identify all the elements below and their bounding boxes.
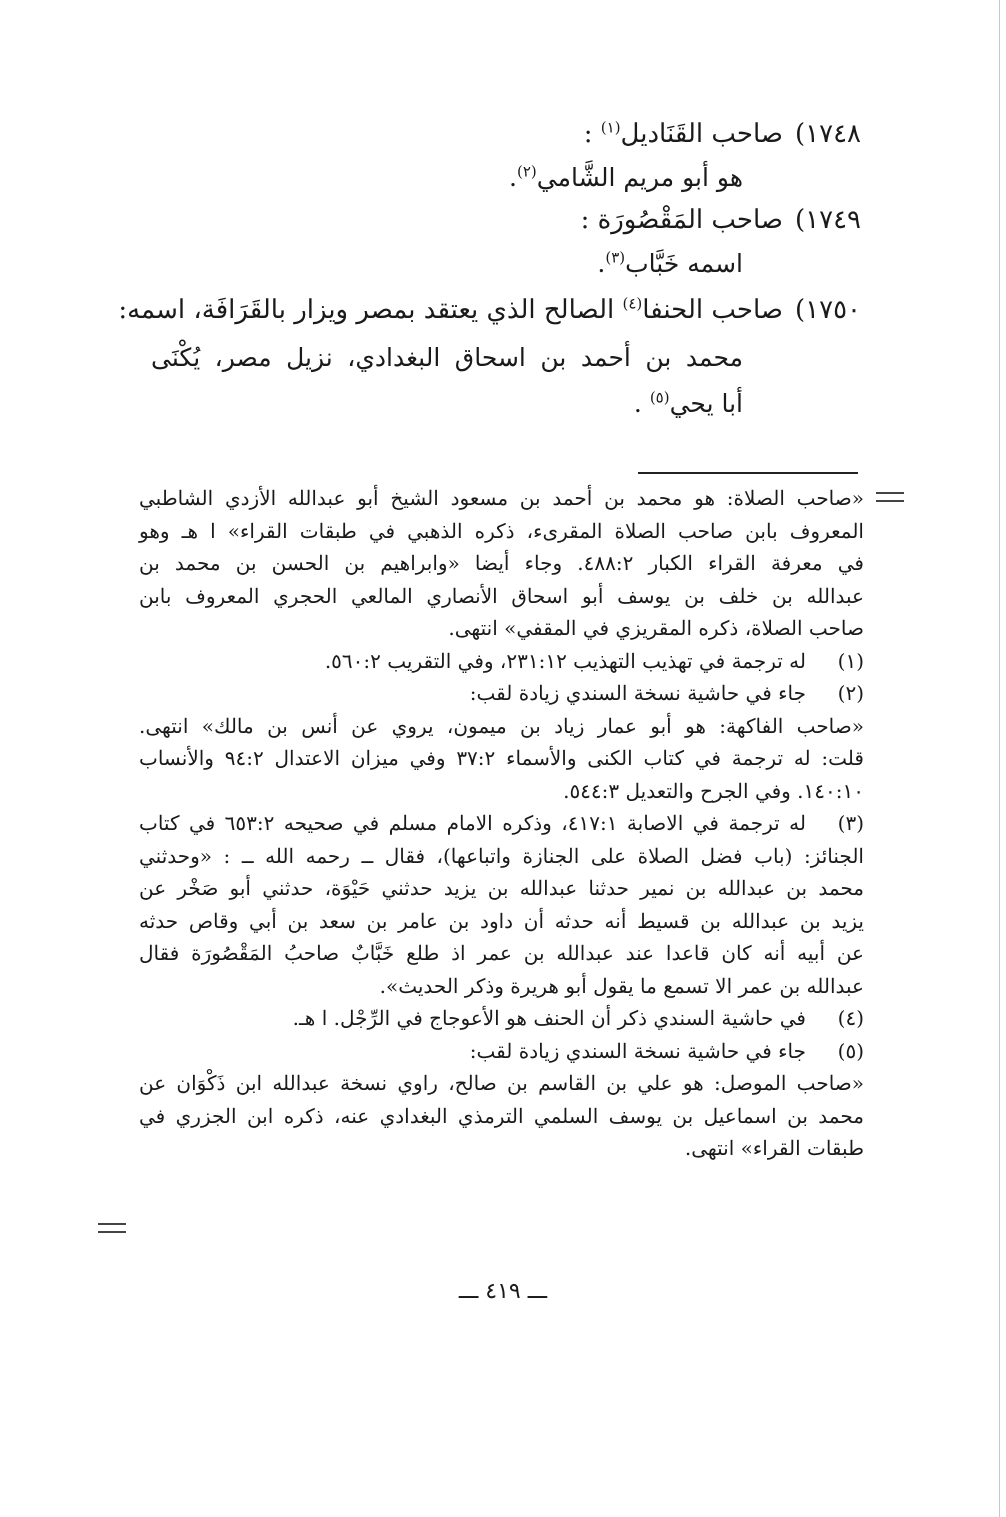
footnote-1 — [139, 645, 864, 678]
footnote-line: طبقات القراء» انتهى. — [684, 1136, 864, 1160]
footnote-number: (٤) — [837, 1006, 864, 1030]
footnote-ref[interactable]: (٥) — [649, 388, 670, 407]
entry-text: الصالح الذي يعتقد بمصر ويزار بالقَرَافَة، اسمه: — [118, 295, 623, 325]
footnote-line: ١٤٠:١٠. وفي الجرح والتعديل ٥٤٤:٣. — [563, 778, 864, 803]
entry-title: صاحب القَنَاديل — [620, 119, 783, 149]
entry-1748-detail — [509, 158, 743, 198]
page-number: ـــ ٤١٩ ـــ — [458, 1279, 548, 1304]
footnote-line: «صاحب الموصل: هو علي بن القاسم بن صالح، راوي نسخة عبدالله ابن ذَكْوَان عن — [139, 1071, 865, 1095]
footnote-number: (٥) — [837, 1038, 864, 1063]
footnote-4 — [139, 1002, 864, 1035]
entry-1750-line-1: محمد بن أحمد بن اسحاق البغدادي، نزيل مصر، يُكْنَى — [151, 343, 743, 372]
entry-1749-detail — [597, 244, 743, 284]
footnote-continuation — [139, 482, 864, 645]
detail-text: اسمه خَبَّاب — [625, 249, 743, 278]
footnote-line: له ترجمة في الاصابة ٤١٧:١، وذكره الامام مسلم في صحيحه ٦٥٣:٢ في كتاب — [139, 811, 806, 835]
entry-1749 — [141, 200, 861, 240]
entry-1750-line-2 — [634, 384, 743, 424]
footnote-line: الجنائز: (باب فضل الصلاة على الجنازة واتباعها)، فقال ــ رحمه الله ــ : «وحدثني — [139, 843, 864, 868]
footnote-line: المعروف بابن صاحب الصلاة المقرىء، ذكره الذهبي في طبقات القراء» ا هـ وهو — [139, 518, 864, 543]
footnote-line: عن أبيه أنه كان قاعدا عند عبدالله بن عمر اذ طلع خَبَّابٌ صاحبُ المَقْصُورَة فقال — [139, 941, 864, 965]
footnote-line: جاء في حاشية نسخة السندي زيادة لقب: — [469, 1038, 806, 1063]
entry-1750 — [118, 290, 861, 330]
footnote-line: في حاشية السندي ذكر أن الحنف هو الأعوجاج في الرِّجْل. ا هـ. — [292, 1006, 806, 1030]
entry-number: ١٧٤٨) — [794, 119, 861, 149]
entry-title: صاحب المَقْصُورَة — [597, 205, 783, 235]
footnote-line: صاحب الصلاة، ذكره المقريزي في المقفي» انتهى. — [448, 616, 864, 640]
entry-number: ١٧٥٠) — [794, 295, 861, 325]
footnote-line: عبدالله بن خلف بن يوسف أبو اسحاق الأنصاري المالعي الحجري المعروف بابن — [139, 583, 864, 608]
footnote-line: له ترجمة في تهذيب التهذيب ٢٣١:١٢، وفي التقريب ٥٦٠:٢. — [324, 648, 806, 673]
entry-colon: : — [583, 119, 601, 149]
footnote-ref[interactable]: (٤) — [622, 294, 643, 313]
footnote-3-continuation — [139, 840, 864, 1003]
margin-mark-top — [876, 492, 904, 502]
footnote-line: «صاحب الفاكهة: هو أبو عمار زياد بن ميمون، يروي عن أنس بن مالك» انتهى. — [139, 713, 864, 738]
footnote-line: يزيد بن عبدالله بن قسيط أنه حدثه أن داود بن عامر بن سعد بن أبي وقاص حدثه — [139, 908, 864, 933]
footnote-separator — [638, 472, 858, 474]
footnote-2-continuation — [139, 710, 864, 808]
margin-mark-bottom — [98, 1223, 126, 1233]
entry-1748 — [141, 114, 861, 154]
footnote-ref[interactable]: (٣) — [605, 248, 626, 267]
footnote-2 — [139, 677, 864, 710]
footnote-5-continuation — [139, 1067, 864, 1165]
footnote-ref[interactable]: (٢) — [516, 162, 537, 181]
footnote-line: عبدالله بن عمر الا تسمع ما يقول أبو هريرة وذكر الحديث». — [379, 973, 864, 998]
footnote-line: «صاحب الصلاة: هو محمد بن أحمد بن مسعود الشيخ أبو عبدالله الأزدي الشاطبي — [139, 486, 864, 510]
footnote-ref[interactable]: (١) — [600, 118, 621, 137]
detail-text: هو أبو مريم الشَّامي — [536, 163, 743, 192]
footnote-number: (١) — [837, 648, 864, 673]
footnote-number: (٢) — [837, 681, 864, 705]
footnote-line: محمد بن اسماعيل بن يوسف السلمي الترمذي البغدادي عنه، ذكره ابن الجزري في — [139, 1103, 864, 1128]
footnote-number: (٣) — [837, 811, 864, 835]
footnote-3 — [139, 807, 864, 840]
footnote-line: قلت: له ترجمة في كتاب الكنى والأسماء ٣٧:٢ وفي ميزان الاعتدال ٩٤:٢ والأنساب — [139, 746, 864, 770]
footnotes — [139, 482, 864, 1165]
footnote-5 — [139, 1035, 864, 1068]
footnote-line: في معرفة القراء الكبار ٤٨٨:٢. وجاء أيضا «وابراهيم بن الحسن بن محمد بن — [139, 551, 864, 575]
footnote-line: جاء في حاشية نسخة السندي زيادة لقب: — [469, 681, 806, 705]
entry-title: صاحب الحنفا — [642, 295, 783, 325]
detail-text: أبا يحي — [669, 389, 743, 418]
entry-number: ١٧٤٩) — [794, 205, 861, 235]
detail-period: . — [633, 389, 650, 418]
detail-period: . — [509, 163, 517, 192]
footnote-line: محمد بن عبدالله بن نمير حدثنا عبدالله بن يزيد حدثني حَيْوَة، حدثني أبو صَخْر عن — [139, 876, 864, 900]
entry-colon: : — [580, 205, 598, 235]
detail-period: . — [597, 249, 606, 278]
